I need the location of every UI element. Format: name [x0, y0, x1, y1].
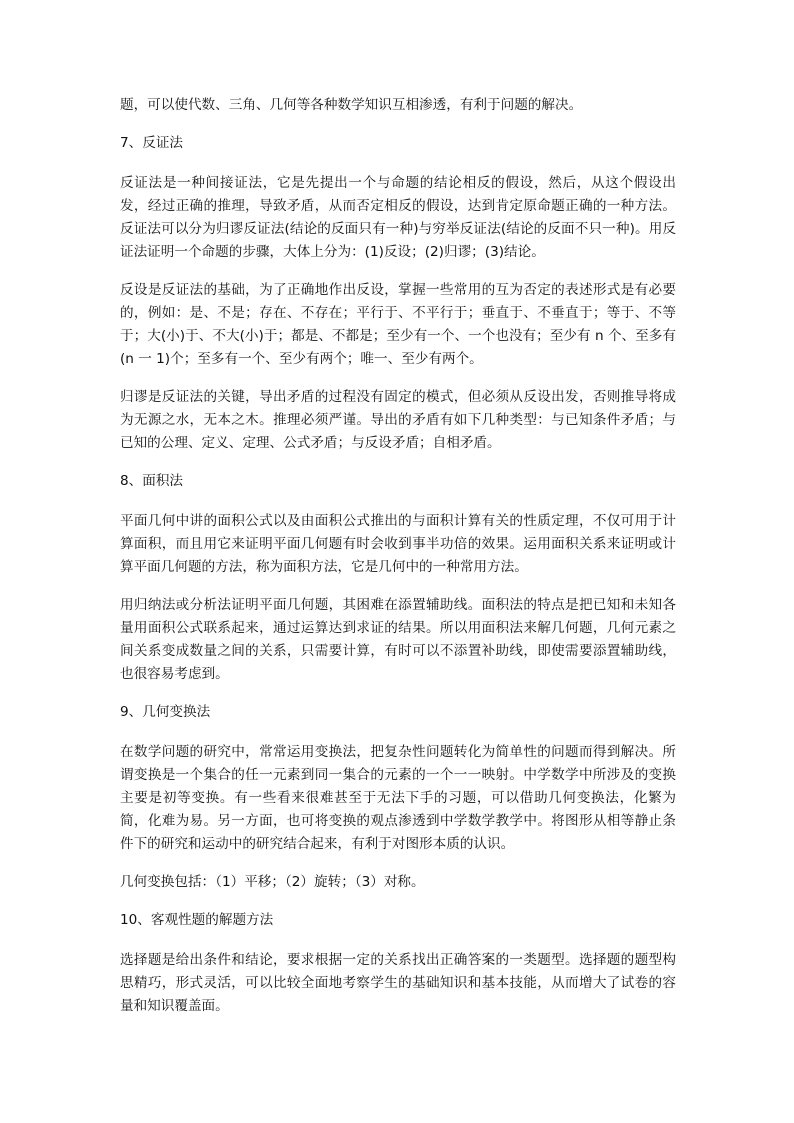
paragraph-contradiction-intro: 反证法是一种间接证法，它是先提出一个与命题的结论相反的假设，然后，从这个假设出发，经过正确的推理，导致矛盾，从而否定相反的假设，达到肯定原命题正确的一种方法。反证法可以分为归谬反证法(结论的反面只有一种)与穷举反证法(结论的反面不只一种)。用反证法证明一个命题的步骤，大体上分为：(1)反设；(2)归谬；(3)结论。	[120, 175, 676, 260]
heading-objective-questions: 10、客观性题的解题方法	[120, 912, 274, 928]
heading-area-method: 8、面积法	[120, 473, 184, 489]
paragraph-continuation: 题，可以使代数、三角、几何等各种数学知识互相渗透，有利于问题的解决。	[120, 97, 583, 113]
paragraph-area-features: 用归纳法或分析法证明平面几何题，其困难在添置辅助线。面积法的特点是把已知和未知各量用面积公式联系起来，通过运算达到求证的结果。所以用面积法来解几何题，几何元素之间关系变成数量之间的关系，只需要计算，有时可以不添置补助线，即使需要添置辅助线，也很容易考虑到。	[120, 597, 676, 682]
heading-proof-by-contradiction: 7、反证法	[120, 135, 184, 151]
paragraph-multiple-choice: 选择题是给出条件和结论，要求根据一定的关系找出正确答案的一类题型。选择题的题型构思精巧，形式灵活，可以比较全面地考察学生的基础知识和基本技能，从而增大了试卷的容量和知识覆盖面。	[120, 952, 676, 1014]
paragraph-transformation-types: 几何变换包括：（1）平移；（2）旋转；（3）对称。	[120, 874, 425, 890]
paragraph-contradiction-reduction: 归谬是反证法的关键，导出矛盾的过程没有固定的模式，但必须从反设出发，否则推导将成为无源之水，无本之木。推理必须严谨。导出的矛盾有如下几种类型：与已知条件矛盾；与已知的公理、定义、定理、公式矛盾；与反设矛盾；自相矛盾。	[120, 389, 676, 451]
document-body	[120, 94, 676, 1033]
paragraph-transformation-intro: 在数学问题的研究中，常常运用变换法，把复杂性问题转化为简单性的问题而得到解决。所谓变换是一个集合的任一元素到同一集合的元素的一个一一映射。中学数学中所涉及的变换主要是初等变换。有一些看来很难甚至于无法下手的习题，可以借助几何变换法，化繁为简，化难为易。另一方面，也可将变换的观点渗透到中学数学教学中。将图形从相等静止条件下的研究和运动中的研究结合起来，有利于对图形本质的认识。	[120, 744, 676, 852]
paragraph-contradiction-negation: 反设是反证法的基础，为了正确地作出反设，掌握一些常用的互为否定的表述形式是有必要的，例如：是、不是；存在、不存在；平行于、不平行于；垂直于、不垂直于；等于、不等于；大(小)于、不大(小)于；都是、不都是；至少有一个、一个也没有；至少有 n 个、至多有(n 一 1)个；至多有一个、至少有两个；唯一、至少有两个。	[120, 282, 676, 367]
paragraph-area-intro: 平面几何中讲的面积公式以及由面积公式推出的与面积计算有关的性质定理，不仅可用于计算面积，而且用它来证明平面几何题有时会收到事半功倍的效果。运用面积关系来证明或计算平面几何题的方法，称为面积方法，它是几何中的一种常用方法。	[120, 513, 676, 575]
heading-geometric-transformation: 9、几何变换法	[120, 704, 211, 720]
